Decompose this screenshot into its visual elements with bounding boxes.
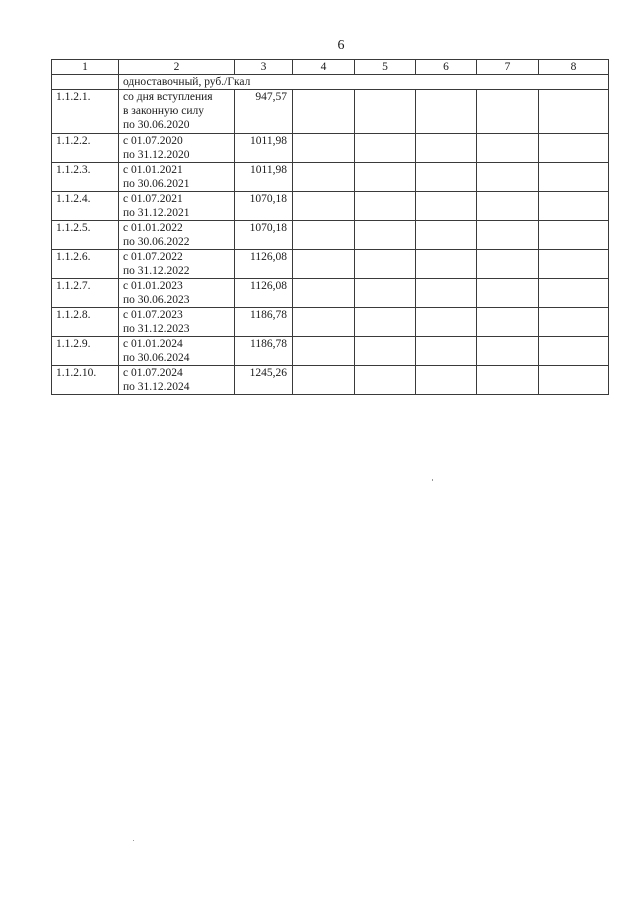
row-value: 1011,98 [235,134,293,163]
row-period [119,250,235,279]
row-code: 1.1.2.10. [52,366,119,395]
empty-cell [539,90,609,134]
empty-cell [416,308,477,337]
table-row [52,221,609,250]
empty-cell [416,337,477,366]
period-line: с 01.01.2024 [123,338,183,350]
period-line: с 01.07.2022 [123,251,183,263]
empty-cell [539,366,609,395]
row-value: 1011,98 [235,163,293,192]
empty-cell [416,192,477,221]
empty-cell [293,308,355,337]
table-cell [52,75,119,90]
empty-cell [539,192,609,221]
row-value: 1186,78 [235,337,293,366]
row-code: 1.1.2.8. [52,308,119,337]
empty-cell [416,279,477,308]
empty-cell [355,337,416,366]
row-value: 1070,18 [235,221,293,250]
empty-cell [355,163,416,192]
empty-cell [355,279,416,308]
period-line: по 31.12.2023 [123,323,190,335]
row-value: 1245,26 [235,366,293,395]
tariff-type-row [52,75,609,90]
empty-cell [539,221,609,250]
empty-cell [416,366,477,395]
empty-cell [416,90,477,134]
empty-cell [477,90,539,134]
row-code: 1.1.2.1. [52,90,119,134]
empty-cell [355,308,416,337]
empty-cell [293,366,355,395]
row-code: 1.1.2.7. [52,279,119,308]
empty-cell [355,250,416,279]
row-value: 1070,18 [235,192,293,221]
period-line: с 01.07.2021 [123,193,183,205]
column-header: 6 [416,60,477,75]
period-line: с 01.07.2024 [123,367,183,379]
empty-cell [416,250,477,279]
page-number: 6 [337,38,345,53]
table-row [52,337,609,366]
row-period [119,163,235,192]
column-header: 1 [52,60,119,75]
period-line: с 01.01.2022 [123,222,183,234]
row-code: 1.1.2.3. [52,163,119,192]
empty-cell [293,279,355,308]
empty-cell [355,221,416,250]
period-line: с 01.01.2023 [123,280,183,292]
tariff-type-label: одноставочный, руб./Гкал [119,75,609,90]
tariff-table [51,59,609,395]
table-row [52,279,609,308]
row-code: 1.1.2.2. [52,134,119,163]
row-value: 1126,08 [235,250,293,279]
empty-cell [477,337,539,366]
period-line: со дня вступления [123,91,213,103]
period-line: в законную силу [123,105,204,117]
period-line: по 31.12.2024 [123,381,190,393]
scan-speck [133,840,134,841]
table-row [52,134,609,163]
empty-cell [539,134,609,163]
column-header: 5 [355,60,416,75]
empty-cell [539,279,609,308]
table-row [52,250,609,279]
period-line: по 30.06.2024 [123,352,190,364]
row-value: 947,57 [235,90,293,134]
table-row [52,308,609,337]
empty-cell [293,192,355,221]
row-value: 1126,08 [235,279,293,308]
row-period [119,279,235,308]
period-line: по 30.06.2021 [123,178,190,190]
empty-cell [293,250,355,279]
period-line: по 30.06.2022 [123,236,190,248]
empty-cell [416,221,477,250]
empty-cell [293,90,355,134]
empty-cell [477,366,539,395]
period-line: по 30.06.2020 [123,119,190,131]
period-line: с 01.07.2020 [123,135,183,147]
column-header: 4 [293,60,355,75]
column-header: 2 [119,60,235,75]
row-period [119,337,235,366]
period-line: с 01.07.2023 [123,309,183,321]
row-code: 1.1.2.5. [52,221,119,250]
empty-cell [477,192,539,221]
table-row [52,366,609,395]
empty-cell [477,279,539,308]
empty-cell [355,90,416,134]
row-period [119,134,235,163]
empty-cell [416,134,477,163]
empty-cell [539,337,609,366]
empty-cell [477,250,539,279]
period-line: с 01.01.2021 [123,164,183,176]
empty-cell [355,192,416,221]
empty-cell [477,134,539,163]
row-code: 1.1.2.9. [52,337,119,366]
period-line: по 31.12.2020 [123,149,190,161]
empty-cell [477,221,539,250]
empty-cell [293,134,355,163]
row-value: 1186,78 [235,308,293,337]
table-row [52,90,609,134]
column-header: 8 [539,60,609,75]
column-header: 7 [477,60,539,75]
table-row [52,163,609,192]
empty-cell [416,163,477,192]
period-line: по 31.12.2021 [123,207,190,219]
empty-cell [539,250,609,279]
empty-cell [477,308,539,337]
empty-cell [355,134,416,163]
row-period [119,308,235,337]
row-period [119,366,235,395]
row-code: 1.1.2.6. [52,250,119,279]
empty-cell [355,366,416,395]
empty-cell [539,163,609,192]
row-period [119,192,235,221]
table-header-row [52,60,609,75]
column-header: 3 [235,60,293,75]
table-row [52,192,609,221]
row-code: 1.1.2.4. [52,192,119,221]
empty-cell [539,308,609,337]
empty-cell [293,163,355,192]
period-line: по 30.06.2023 [123,294,190,306]
scan-speck [432,479,433,481]
empty-cell [293,221,355,250]
row-period [119,90,235,134]
empty-cell [293,337,355,366]
period-line: по 31.12.2022 [123,265,190,277]
empty-cell [477,163,539,192]
row-period [119,221,235,250]
